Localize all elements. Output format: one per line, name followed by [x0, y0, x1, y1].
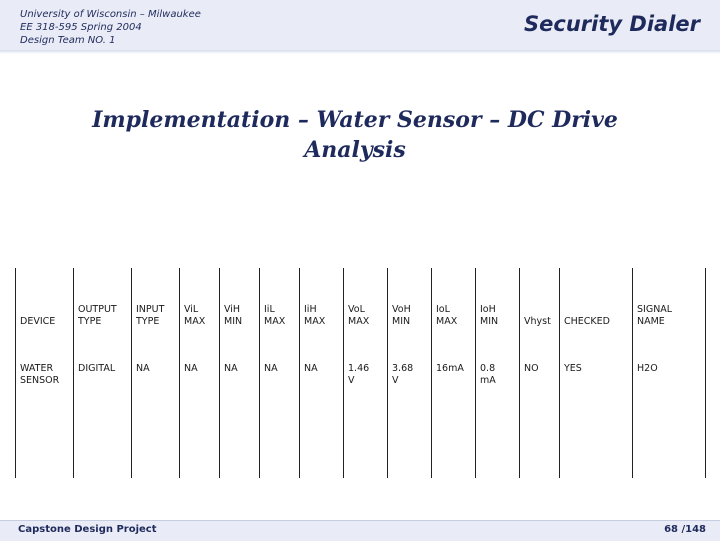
- header-text: OUTPUT: [78, 304, 117, 315]
- header-text: IiL: [264, 304, 275, 315]
- header-text: ViL: [184, 304, 199, 315]
- table-header-cell: [74, 268, 132, 333]
- cell-text: NA: [184, 363, 198, 374]
- slide-title-line-1: Implementation – Water Sensor – DC Drive: [92, 107, 618, 133]
- table-header-cell: [16, 268, 74, 333]
- table-cell: [16, 333, 74, 478]
- table-header-cell: [180, 268, 220, 333]
- cell-text: DIGITAL: [78, 363, 116, 374]
- footer-project-label: Capstone Design Project: [18, 524, 157, 535]
- table-header-cell: [300, 268, 344, 333]
- cell-text: WATER: [20, 363, 54, 374]
- cell-text: 1.46: [348, 363, 370, 374]
- header-text: MIN: [480, 316, 499, 327]
- cell-text: YES: [564, 363, 582, 374]
- table-row: [16, 333, 706, 478]
- header-text: ViH: [224, 304, 241, 315]
- header-text: Vhyst: [524, 316, 551, 327]
- header-text: CHECKED: [564, 316, 610, 327]
- header-shade: [0, 50, 720, 54]
- header-text: TYPE: [78, 316, 102, 327]
- header-text: VoH: [392, 304, 411, 315]
- table-header-cell: [520, 268, 560, 333]
- cell-text: NA: [304, 363, 318, 374]
- table-cell: [520, 333, 560, 478]
- slide-title: [40, 105, 670, 165]
- header-text: MIN: [392, 316, 411, 327]
- table-cell: [560, 333, 633, 478]
- header-text: DEVICE: [20, 316, 56, 327]
- cell-text: 3.68: [392, 363, 414, 374]
- table-cell: [344, 333, 388, 478]
- header-text: MAX: [348, 316, 370, 327]
- university-name: University of Wisconsin – Milwaukee: [20, 9, 201, 20]
- table-cell: [180, 333, 220, 478]
- header-text: MAX: [184, 316, 206, 327]
- table-cell: [74, 333, 132, 478]
- table-cell: [220, 333, 260, 478]
- table-cell: [300, 333, 344, 478]
- table-cell: [132, 333, 180, 478]
- header-text: SIGNAL: [637, 304, 673, 315]
- table-header-cell: [388, 268, 432, 333]
- table-cell: [388, 333, 432, 478]
- table-header-cell: [633, 268, 706, 333]
- table-cell: [633, 333, 706, 478]
- header-text: IoL: [436, 304, 450, 315]
- header-text: NAME: [637, 316, 665, 327]
- table-header-row: [16, 268, 706, 333]
- header-text: MAX: [304, 316, 326, 327]
- table-header-cell: [132, 268, 180, 333]
- table-header-cell: [432, 268, 476, 333]
- table-header-cell: [560, 268, 633, 333]
- header-text: MIN: [224, 316, 243, 327]
- cell-text: NA: [224, 363, 238, 374]
- page-number: 68 /148: [664, 524, 706, 535]
- header-text: INPUT: [136, 304, 165, 315]
- course-name: EE 318-595 Spring 2004: [20, 22, 142, 33]
- cell-text: NA: [136, 363, 150, 374]
- cell-text: V: [348, 375, 355, 386]
- cell-text: NA: [264, 363, 278, 374]
- table-header-cell: [220, 268, 260, 333]
- header-text: MAX: [436, 316, 458, 327]
- table-header-cell: [476, 268, 520, 333]
- course-info: [20, 8, 201, 47]
- cell-text: SENSOR: [20, 375, 60, 386]
- table-cell: [476, 333, 520, 478]
- header-text: IoH: [480, 304, 496, 315]
- cell-text: V: [392, 375, 399, 386]
- table-cell: [260, 333, 300, 478]
- slide-title-line-2: Analysis: [304, 137, 406, 163]
- cell-text: 16mA: [436, 363, 464, 374]
- header-text: MAX: [264, 316, 286, 327]
- table-cell: [432, 333, 476, 478]
- cell-text: NO: [524, 363, 539, 374]
- cell-text: H2O: [637, 363, 658, 374]
- footer-band: [0, 520, 720, 541]
- header-text: VoL: [348, 304, 365, 315]
- cell-text: 0.8: [480, 363, 496, 374]
- app-title: Security Dialer: [524, 12, 700, 36]
- spec-table: [15, 268, 706, 478]
- team-name: Design Team NO. 1: [20, 35, 116, 46]
- table-header-cell: [260, 268, 300, 333]
- cell-text: mA: [480, 375, 496, 386]
- table-header-cell: [344, 268, 388, 333]
- header-text: TYPE: [136, 316, 160, 327]
- header-text: IiH: [304, 304, 317, 315]
